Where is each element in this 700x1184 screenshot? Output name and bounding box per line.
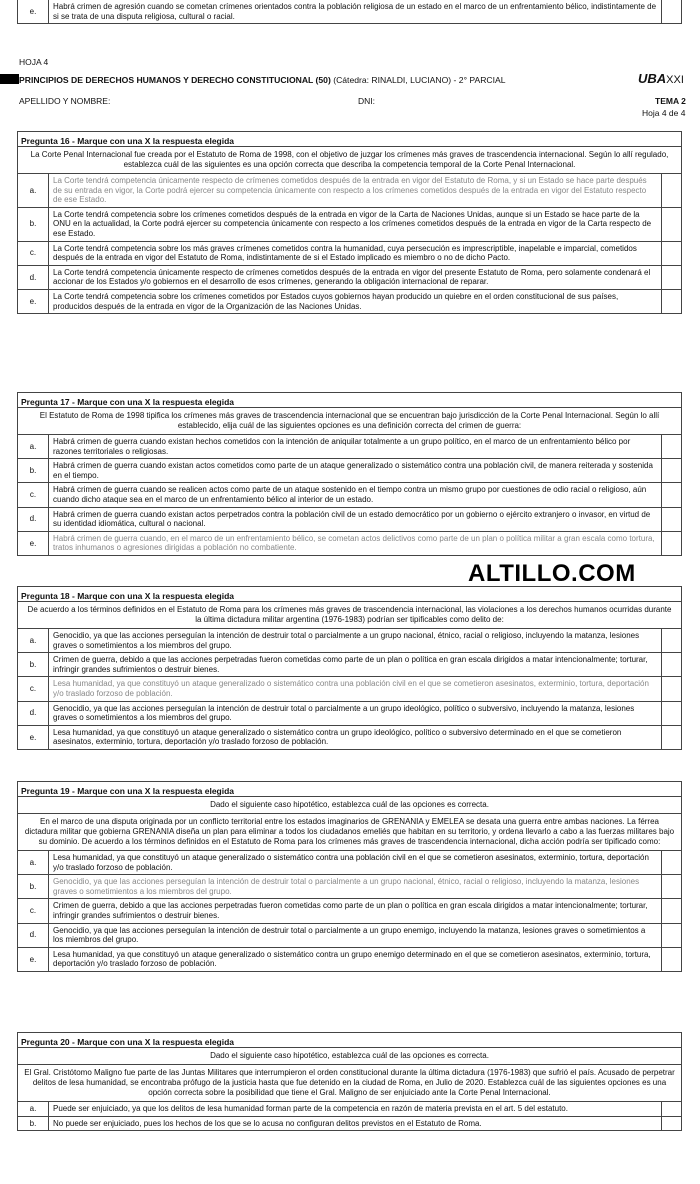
- question-block: [17, 131, 682, 314]
- option-row: [18, 702, 681, 726]
- option-row: [18, 266, 681, 290]
- answer-box[interactable]: [662, 483, 681, 506]
- option-text: Habrá crimen de agresión cuando se cometan crímenes orientados contra la población religiosa de un estado en el marco de un enfrentamiento bélico, indistintamente de si se trata de una disputa religiosa, cultural o racial.: [49, 0, 662, 23]
- catedra: (Cátedra: RINALDI, LUCIANO) - 2° PARCIAL: [333, 75, 506, 85]
- option-row: [18, 924, 681, 948]
- question-title: Pregunta 18 - Marque con una X la respuesta elegida: [18, 587, 681, 602]
- option-letter: b.: [18, 653, 49, 676]
- option-row: [18, 629, 681, 653]
- option-text: La Corte tendrá competencia únicamente respecto de crímenes cometidos después de la entrada en vigor del Estatuto de Roma, y si un Estado se hace parte después de su entrada en vigor, la Corte podrá ejercer su competencia únicamente con respecto a los crímenes cometidos después de la entrada en vigor del Estatuto respecto de ese Estado.: [49, 174, 662, 207]
- question-title: Pregunta 16 - Marque con una X la respuesta elegida: [18, 132, 681, 147]
- answer-box[interactable]: [662, 266, 681, 289]
- option-text: Lesa humanidad, ya que constituyó un ataque generalizado o sistemático contra un grupo ideológico, político o subversivo determinado en el que se cometieron asesinatos, exterminio, tortura, deportación y/o traslado forzoso de población.: [49, 726, 662, 749]
- uba-logo: [638, 71, 684, 86]
- question-block: [17, 781, 682, 972]
- option-row: [18, 948, 681, 971]
- option-row: [18, 532, 681, 555]
- option-letter: c.: [18, 677, 49, 700]
- answer-box[interactable]: [662, 508, 681, 531]
- option-row: [18, 1117, 681, 1131]
- option-row: [18, 435, 681, 459]
- option-text: La Corte tendrá competencia sobre los más graves crímenes cometidos contra la humanidad, cuya persecución es imprescriptible, inapelable e imparcial, cometidos después de la entrada en vigor del Estatuto de Roma, indistintamente de si el Estado implicado es miembro o no de dicho Pacto.: [49, 242, 662, 265]
- option-letter: e.: [18, 290, 49, 313]
- option-letter: b.: [18, 1117, 49, 1131]
- option-letter: d.: [18, 508, 49, 531]
- logo-text: UBA: [638, 71, 667, 86]
- option-text: La Corte tendrá competencia sobre los crímenes cometidos por Estados cuyos gobiernos hayan producido un quiebre en el orden constitucional de sus países, producidos después de la entrada en vigor de la Organización de las Naciones Unidas.: [49, 290, 662, 313]
- question-intro: Dado el siguiente caso hipotético, establezca cuál de las opciones es correcta.: [18, 1048, 681, 1065]
- option-row: [18, 483, 681, 507]
- option-letter: b.: [18, 208, 49, 241]
- option-row: [18, 242, 681, 266]
- option-text: Habrá crimen de guerra cuando existan actos perpetrados contra la población civil de un estado democrático por un gobierno o ejército extranjero o invasor, en virtud de su identidad idiomática, cultural o nacional.: [49, 508, 662, 531]
- option-letter: e.: [18, 948, 49, 971]
- option-row: [18, 174, 681, 208]
- top-partial-question: [17, 0, 682, 24]
- question-block: [17, 392, 682, 556]
- option-row: [18, 459, 681, 483]
- question-title: Pregunta 20 - Marque con una X la respuesta elegida: [18, 1033, 681, 1048]
- option-letter: e.: [18, 532, 49, 555]
- option-row: [18, 851, 681, 875]
- option-letter: a.: [18, 435, 49, 458]
- question-intro: De acuerdo a los términos definidos en el Estatuto de Roma para los crímenes más graves de trascendencia internacional, las violaciones a los derechos humanos ocurridas durante la última dictadura militar argentina (1976-1983) podrían ser tipificables como delito de:: [18, 602, 681, 629]
- option-letter: e.: [18, 0, 49, 23]
- option-text: Genocidio, ya que las acciones perseguían la intención de destruir total o parcialmente a un grupo ideológico, político o subversivo, incluyendo la matanza, lesiones graves o sometimientos a los miembros del grupo.: [49, 702, 662, 725]
- option-text: Crimen de guerra, debido a que las acciones perpetradas fueron cometidas como parte de un plan o política en gran escala dirigidos a matar intencionalmente; torturar, infringir grandes sufrimientos o destruir bienes.: [49, 899, 662, 922]
- dni-label: DNI:: [358, 96, 375, 106]
- option-letter: d.: [18, 266, 49, 289]
- course-title: PRINCIPIOS DE DERECHOS HUMANOS Y DERECHO CONSTITUCIONAL (50): [19, 75, 331, 85]
- answer-box[interactable]: [662, 532, 681, 555]
- option-letter: b.: [18, 875, 49, 898]
- answer-box[interactable]: [662, 924, 681, 947]
- option-row: [18, 875, 681, 899]
- option-letter: c.: [18, 242, 49, 265]
- option-letter: d.: [18, 702, 49, 725]
- option-text: La Corte tendrá competencia sobre los crímenes cometidos después de la entrada en vigor de la Carta de Naciones Unidas, aunque si un Estado se hace parte de la ONU en la actualidad, la Corte podrá ejercer su competencia únicamente con respecto a los crímenes cometidos después de la entrada en vigor de la Carta respecto de ese Estado.: [49, 208, 662, 241]
- option-letter: c.: [18, 483, 49, 506]
- question-intro: La Corte Penal Internacional fue creada por el Estatuto de Roma de 1998, con el objetivo de juzgar los crímenes más graves de trascendencia internacional. Según lo allí regulado, establezca cuál de las siguientes es una opción correcta que describa la competencia temporal de la Corte Penal Internacional.: [18, 147, 681, 174]
- option-letter: a.: [18, 851, 49, 874]
- question-intro: En el marco de una disputa originada por un conflicto territorial entre los estados imaginarios de GRENANIA y EMELEA se desata una guerra entre ambas naciones. La férrea dictadura militar que gobierna GRENANIA diseña un plan para eliminar a todos los ciudadanos emeliés que habitan en su territorio, y ordena llevarlo a cabo a las fuerzas militares bajo su dominio. De acuerdo a los términos definidos en el Estatuto de Roma para los crímenes más graves de trascendencia internacional, dicha acción podría ser tipificado como:: [18, 814, 681, 851]
- option-row: [18, 899, 681, 923]
- answer-box[interactable]: [662, 677, 681, 700]
- option-row: [18, 208, 681, 242]
- answer-box[interactable]: [662, 242, 681, 265]
- answer-box[interactable]: [662, 174, 681, 207]
- question-block: [17, 586, 682, 750]
- option-text: No puede ser enjuiciado, pues los hechos de los que se lo acusa no configuran delitos previstos en el Estatuto de Roma.: [49, 1117, 662, 1131]
- answer-box[interactable]: [662, 435, 681, 458]
- answer-box[interactable]: [662, 0, 681, 23]
- option-letter: b.: [18, 459, 49, 482]
- answer-box[interactable]: [662, 459, 681, 482]
- option-text: La Corte tendrá competencia únicamente respecto de crímenes cometidos después de la entrada en vigor del presente Estatuto de Roma, pero solamente condenará el accionar de los Estados y/o gobiernos en el desarrollo de esos crímenes, generando la obligación internacional de reparar.: [49, 266, 662, 289]
- logo-suffix: XXI: [666, 74, 684, 86]
- option-letter: d.: [18, 924, 49, 947]
- option-row: [18, 508, 681, 532]
- question-title: Pregunta 17 - Marque con una X la respuesta elegida: [18, 393, 681, 408]
- question-block: [17, 1032, 682, 1131]
- watermark: ALTILLO.COM: [468, 560, 636, 587]
- option-row: [18, 290, 681, 313]
- question-intro: El Estatuto de Roma de 1998 tipifica los crímenes más graves de trascendencia internacional que se encuentran bajo jurisdicción de la Corte Penal Internacional. Según lo allí establecido, elija cuál de las siguientes opciones es una definición correcta del crimen de guerra:: [18, 408, 681, 435]
- option-text: Genocidio, ya que las acciones perseguían la intención de destruir total o parcialmente a un grupo enemigo, incluyendo la matanza, lesiones graves o sometimientos a los miembros del grupo.: [49, 924, 662, 947]
- option-row: [18, 726, 681, 749]
- answer-box[interactable]: [662, 702, 681, 725]
- option-text: Lesa humanidad, ya que constituyó un ataque generalizado o sistemático contra una población civil en el que se cometieron asesinatos, exterminio, tortura, deportación y/o traslado forzoso de población.: [49, 677, 662, 700]
- option-text: Lesa humanidad, ya que constituyó un ataque generalizado o sistemático contra un grupo enemigo determinado en el que se cometieron asesinatos, exterminio, tortura, deportación y/o traslado forzoso de población.: [49, 948, 662, 971]
- option-letter: a.: [18, 629, 49, 652]
- option-row: [18, 653, 681, 677]
- option-text: Crimen de guerra, debido a que las acciones perpetradas fueron cometidas como parte de un plan o política en gran escala dirigidos a matar intencionalmente; torturar, infringir grandes sufrimientos o destruir bienes.: [49, 653, 662, 676]
- option-text: Genocidio, ya que las acciones perseguían la intención de destruir total o parcialmente a un grupo nacional, étnico, racial o religioso, incluyendo la matanza, lesiones graves o sometimientos a los miembros del grupo.: [49, 875, 662, 898]
- answer-box[interactable]: [662, 726, 681, 749]
- option-letter: e.: [18, 726, 49, 749]
- option-row: [18, 0, 681, 23]
- name-label: APELLIDO Y NOMBRE:: [19, 96, 111, 106]
- answer-box[interactable]: [662, 1102, 681, 1116]
- option-letter: c.: [18, 899, 49, 922]
- option-row: [18, 1102, 681, 1117]
- answer-box[interactable]: [662, 629, 681, 652]
- black-marker: [0, 74, 19, 84]
- answer-box[interactable]: [662, 948, 681, 971]
- answer-box[interactable]: [662, 875, 681, 898]
- question-intro: Dado el siguiente caso hipotético, establezca cuál de las opciones es correcta.: [18, 797, 681, 814]
- option-row: [18, 677, 681, 701]
- answer-box[interactable]: [662, 1117, 681, 1131]
- question-title: Pregunta 19 - Marque con una X la respuesta elegida: [18, 782, 681, 797]
- answer-box[interactable]: [662, 290, 681, 313]
- option-letter: a.: [18, 1102, 49, 1116]
- option-text: Genocidio, ya que las acciones perseguían la intención de destruir total o parcialmente a un grupo nacional, étnico, racial o religioso, incluyendo la matanza, lesiones graves o sometimientos a los miembros del grupo.: [49, 629, 662, 652]
- exam-title: [19, 75, 506, 85]
- option-letter: a.: [18, 174, 49, 207]
- page-count: Hoja 4 de 4: [642, 108, 686, 118]
- answer-box[interactable]: [662, 851, 681, 874]
- option-text: Habrá crimen de guerra cuando, en el marco de un enfrentamiento bélico, se cometan actos delictivos como parte de un plan o política militar a gran escala como tortura, tratos inhumanos o agresiones dirigidas a población no combatiente.: [49, 532, 662, 555]
- answer-box[interactable]: [662, 208, 681, 241]
- question-intro: El Gral. Cristótomo Maligno fue parte de las Juntas Militares que interrumpieron el orden constitucional durante la última dictadura (1976-1983) que sufrió el país. Acusado de perpetrar delitos de lesa humanidad, se encontraba prófugo de la justicia hasta que fue detenido en la ciudad de Roma, en Julio de 2020. Establezca cuál de las siguientes opciones es una opción correcta sobre la posibilidad que tiene el Gral. Maligno de ser enjuiciado ante la Corte Penal Internacional.: [18, 1065, 681, 1102]
- option-text: Habrá crimen de guerra cuando existan actos cometidos como parte de un ataque generalizado o sistemático contra una población civil, de manera reiterada y sostenida en el tiempo.: [49, 459, 662, 482]
- option-text: Habrá crimen de guerra cuando existan hechos cometidos con la intención de aniquilar totalmente a un grupo político, en el marco de un enfrentamiento bélico por razones territoriales o religiosas.: [49, 435, 662, 458]
- option-text: Habrá crimen de guerra cuando se realicen actos como parte de un ataque sostenido en el tiempo contra un mismo grupo por cuestiones de odio racial o religioso, aún cuando dicho ataque sea en el marco de un enfrentamiento bélico al interior de un estado.: [49, 483, 662, 506]
- option-text: Lesa humanidad, ya que constituyó un ataque generalizado o sistemático contra una población civil en el que se cometieron asesinatos, exterminio, tortura, deportación y/o traslado forzoso de población.: [49, 851, 662, 874]
- hoja-label: HOJA 4: [19, 57, 49, 67]
- answer-box[interactable]: [662, 899, 681, 922]
- option-text: Puede ser enjuiciado, ya que los delitos de lesa humanidad forman parte de la competencia en razón de materia prevista en el art. 5 del estatuto.: [49, 1102, 662, 1116]
- answer-box[interactable]: [662, 653, 681, 676]
- tema-label: TEMA 2: [655, 96, 686, 106]
